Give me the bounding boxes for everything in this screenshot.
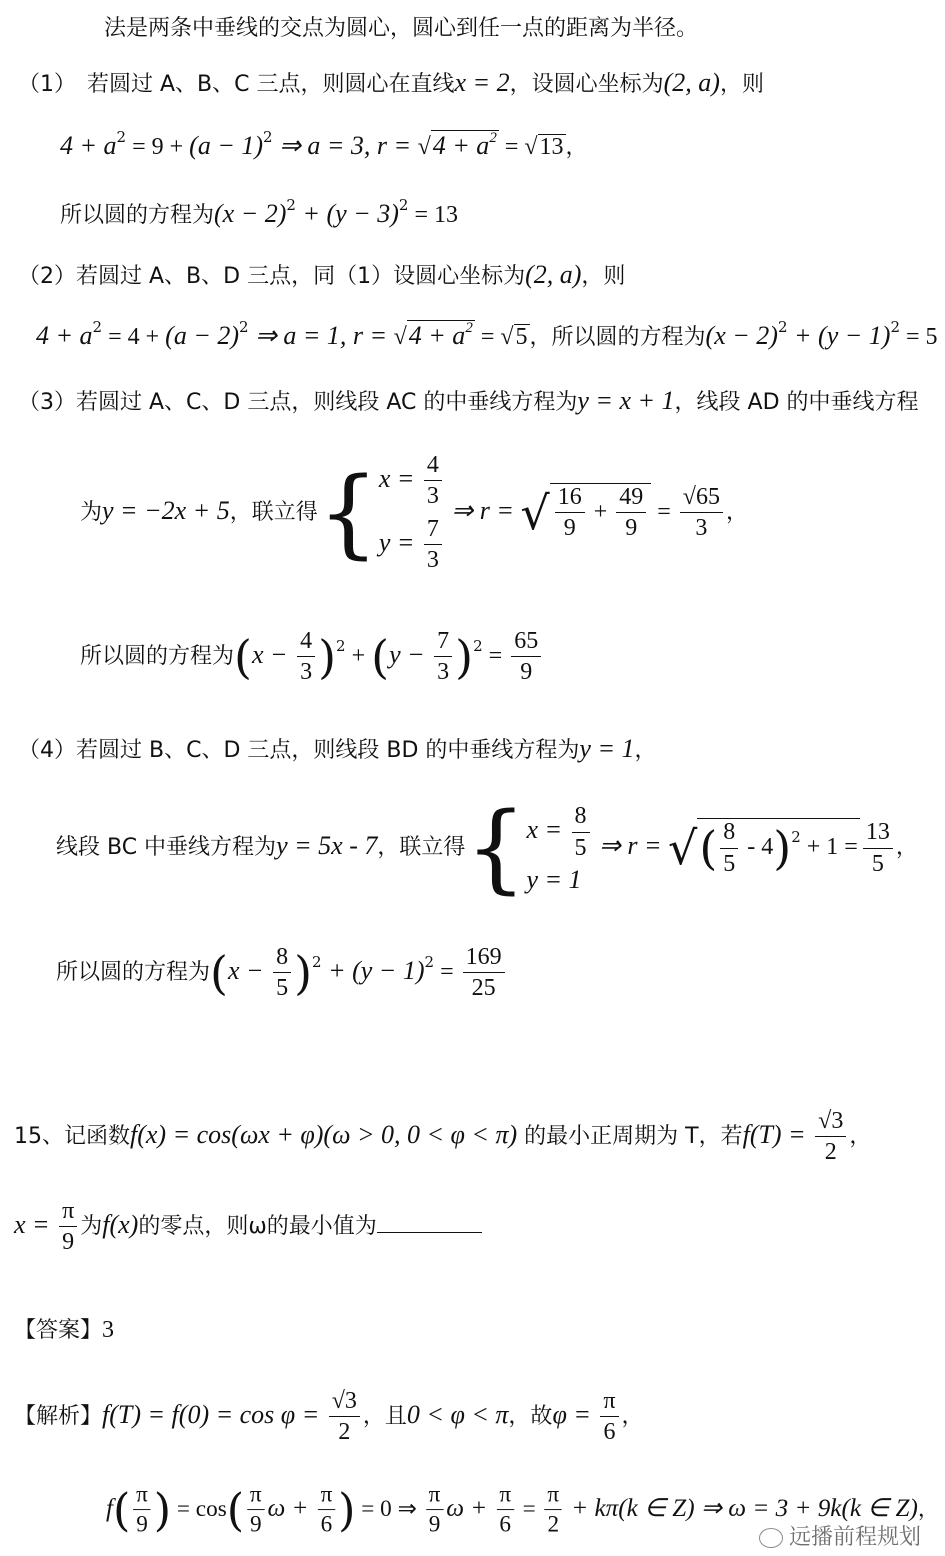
answer-value: 3 — [102, 1317, 115, 1343]
case1-statement: （1） 若圆过 A、B、C 三点，则圆心在直线x = 2，设圆心坐标为(2, a)，则 — [18, 68, 764, 97]
answer-line — [14, 1318, 114, 1342]
intro-text: 法是两条中垂线的交点为圆心，圆心到任一点的距离为半径。 — [104, 16, 699, 41]
q15-statement-2: x = $\frac{\pi}{9}$ 为f(x)的零点，则ω的最小值为 — [14, 1198, 482, 1256]
case4-result: 所以圆的方程为(x − $\frac{8}{5}$ )$^2 + (y - 1)^2$ = $\frac{169}{25}$ — [56, 944, 508, 1002]
analysis-label: 【解析】 — [14, 1403, 103, 1429]
q15-statement: 15、记函数f(x) = cos(ωx + φ)(ω > 0, 0 < φ < π) 的最小正周期为 T，若f(T) = $\frac{√3}{2}$ ， — [14, 1108, 872, 1166]
case3-statement: （3）若圆过 A、C、D 三点，则线段 AC 的中垂线方程为y = x + 1，线段 AD 的中垂线方程 — [18, 386, 919, 415]
case2-statement: （2）若圆过 A、B、D 三点，同（1）设圆心坐标为(2, a)，则 — [18, 260, 626, 289]
case1-result: 所以圆的方程为$(x - 2)^2 + (y - 3)^2 = 13$ — [60, 196, 459, 228]
case4-system: 线段 BC 中垂线方程为y = 5x - 7，联立得{ x = $\frac{8}{5}$ y = 1 ⇒ r = √( $\frac{8}{5}$ - 4)$^2$ + 1 = $\frac{13}{5}$ ， — [56, 792, 918, 904]
case4-statement: （4）若圆过 B、C、D 三点，则线段 BD 的中垂线方程为y = 1， — [18, 734, 657, 763]
case1-calculation: $4 + a^2 = 9 + (a - 1)^2$ ⇒ a = 3, $r = √4 + a^2 = √13$， — [60, 128, 588, 160]
watermark-text: 远播前程规划 — [788, 1525, 921, 1550]
analysis-line-2: f( $\frac{\pi}{9}$ ) = cos( $\frac{\pi}{9}$ ω + $\frac{\pi}{6}$ ) = 0 ⇒ $\frac{\pi}{9}$ ω + $\frac{\pi}{6}$ = $\frac{\pi}{2}$ + kπ(k ∈ Z) ⇒ ω = 3 + 9k(k ∈ Z)， — [106, 1482, 940, 1538]
watermark — [759, 1520, 921, 1551]
analysis-line-1: 【解析】f(T) = f(0) = cos φ = $\frac{√3}{2}$ ，且0 < φ < π，故φ = $\frac{\pi}{6}$ ， — [14, 1388, 644, 1446]
answer-label: 【答案】 — [14, 1318, 103, 1343]
wechat-icon — [759, 1528, 783, 1548]
case3-system: 为y = −2x + 5，联立得{ x = $\frac{4}{3}$ y = $\frac{7}{3}$ ⇒ r = √ $\frac{16}{9}$ + $\frac{49}{9}$ = $\frac{√65}{3}$ ， — [80, 452, 748, 574]
answer-blank — [377, 1214, 482, 1233]
case3-result: 所以圆的方程为(x − $\frac{4}{3}$ )$^2$ + (y − $\frac{7}{3}$ )$^2$ = $\frac{65}{9}$ — [80, 628, 544, 686]
case2-calculation: $4 + a^2 = 4 + (a - 2)^2$ ⇒ a = 1, $r = √4 + a^2 = √5$，所以圆的方程为$(x - 2)^2 + (y - 1)^2 = 5$ — [36, 318, 938, 350]
